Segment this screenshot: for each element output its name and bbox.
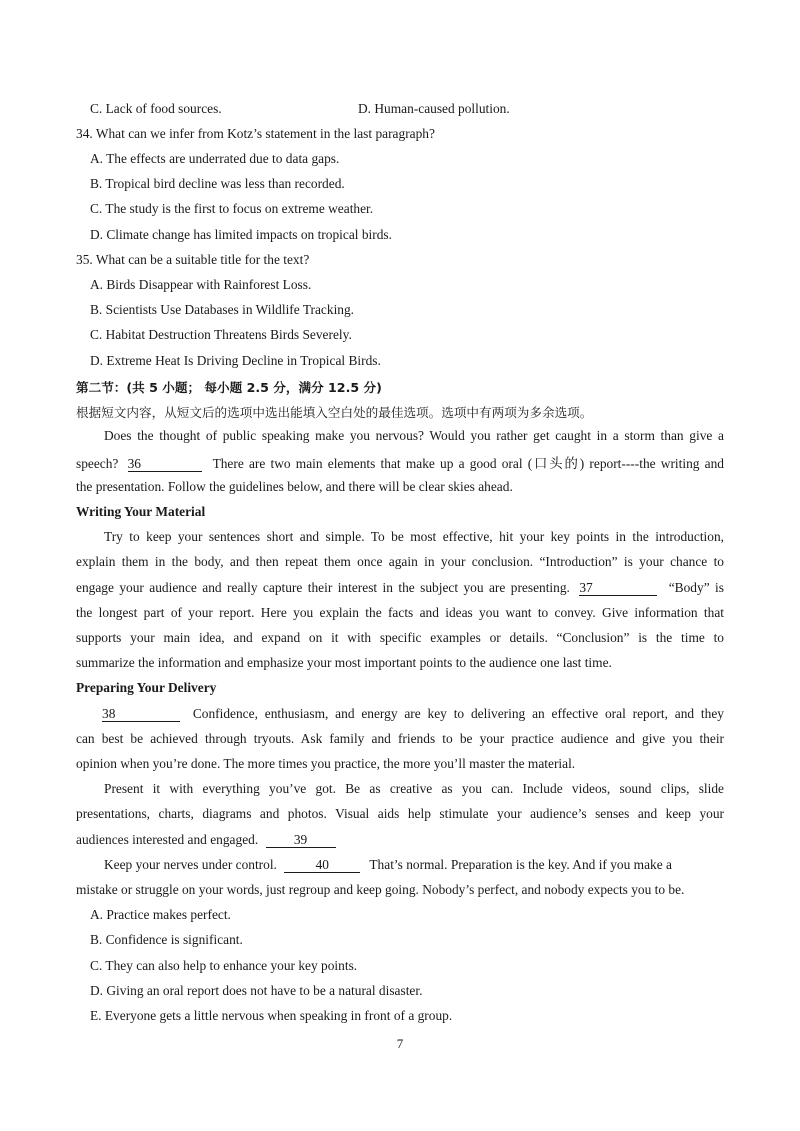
passage-text: audiences interested and engaged. <box>76 832 259 847</box>
section-instruction: 根据短文内容，从短文后的选项中选出能填入空白处的最佳选项。选项中有两项为多余选项。 <box>76 405 593 420</box>
passage-p1-line2 <box>76 453 724 472</box>
q35-option-c: C. Habitat Destruction Threatens Birds Severely. <box>90 327 352 342</box>
q35-option-b: B. Scientists Use Databases in Wildlife Tracking. <box>90 302 355 317</box>
blank-38: 38 <box>102 707 180 722</box>
blank-39: 39 <box>266 833 336 848</box>
q34-stem: 34. What can we infer from Kotz’s statement in the last paragraph? <box>76 126 435 141</box>
q35-stem: 35. What can be a suitable title for the text? <box>76 252 310 267</box>
passage-text: There are two main elements that make up a good oral (口头的) report----the writing and <box>212 456 724 471</box>
q34-option-d: D. Climate change has limited impacts on tropical birds. <box>90 227 392 242</box>
q33-option-c: C. Lack of food sources. <box>90 101 222 116</box>
choice-c: C. They can also help to enhance your key points. <box>90 958 358 973</box>
q35-option-a: A. Birds Disappear with Rainforest Loss. <box>90 277 312 292</box>
page-number: 7 <box>396 1036 404 1051</box>
passage-text: Confidence, enthusiasm, and energy are key to delivering an effective oral report, and they <box>192 706 724 721</box>
passage-p3-line1 <box>76 706 724 722</box>
q35-option-d: D. Extreme Heat Is Driving Decline in Tropical Birds. <box>90 353 381 368</box>
passage-text: engage your audience and really capture their interest in the subject you are presenting. <box>76 580 570 595</box>
q34-option-b: B. Tropical bird decline was less than recorded. <box>90 176 345 191</box>
passage-p2-line1: Try to keep your sentences short and simple. To be most effective, hit your key points in the introduction, <box>104 529 724 544</box>
passage-p4-line1: Present it with everything you’ve got. Be as creative as you can. Include videos, sound clips, slide <box>104 781 724 796</box>
passage-p2-line5: supports your main idea, and expand on it with specific examples or details. “Conclusion” is the time to <box>76 630 724 645</box>
section-heading: 第二节：(共 5 小题； 每小题 2.5 分，满分 12.5 分) <box>76 380 382 395</box>
passage-p4-line3 <box>76 832 342 848</box>
passage-p2-line4: the longest part of your report. Here you explain the facts and ideas you want to convey. Give information that <box>76 605 724 620</box>
passage-text: “Body” is <box>668 580 724 595</box>
q34-option-c: C. The study is the first to focus on extreme weather. <box>90 201 374 216</box>
blank-37: 37 <box>579 581 657 596</box>
passage-p1-line3: the presentation. Follow the guidelines below, and there will be clear skies ahead. <box>76 479 513 494</box>
passage-p5-line1 <box>104 857 672 873</box>
passage-p2-line6: summarize the information and emphasize your most important points to the audience one last time. <box>76 655 612 670</box>
passage-p5-line2: mistake or struggle on your words, just regroup and keep going. Nobody’s perfect, and nobody expects you to be. <box>76 882 685 897</box>
choice-a: A. Practice makes perfect. <box>90 907 231 922</box>
passage-p4-line2: presentations, charts, diagrams and photos. Visual aids help stimulate your audience’s senses and keep your <box>76 806 724 821</box>
passage-p3-line3: opinion when you’re done. The more times you practice, the more you’ll master the material. <box>76 756 576 771</box>
passage-text: Keep your nerves under control. <box>104 857 277 872</box>
q34-option-a: A. The effects are underrated due to data gaps. <box>90 151 340 166</box>
passage-text: speech? <box>76 456 119 471</box>
blank-36: 36 <box>128 457 202 472</box>
passage-p2-line2: explain them in the body, and then repeat them once again in your conclusion. “Introduction” is your chance to <box>76 554 724 569</box>
heading-delivery: Preparing Your Delivery <box>76 680 217 695</box>
passage-p1-line1: Does the thought of public speaking make you nervous? Would you rather get caught in a storm than give a <box>104 428 724 443</box>
heading-writing: Writing Your Material <box>76 504 206 519</box>
choice-e: E. Everyone gets a little nervous when speaking in front of a group. <box>90 1008 453 1023</box>
choice-b: B. Confidence is significant. <box>90 932 243 947</box>
passage-text: That’s normal. Preparation is the key. And if you make a <box>369 857 672 872</box>
passage-p3-line2: can best be achieved through tryouts. Ask family and friends to be your practice audience and give you their <box>76 731 724 746</box>
passage-p2-line3 <box>76 580 724 596</box>
choice-d: D. Giving an oral report does not have to be a natural disaster. <box>90 983 423 998</box>
blank-40: 40 <box>284 858 360 873</box>
q33-option-d: D. Human-caused pollution. <box>358 101 510 116</box>
